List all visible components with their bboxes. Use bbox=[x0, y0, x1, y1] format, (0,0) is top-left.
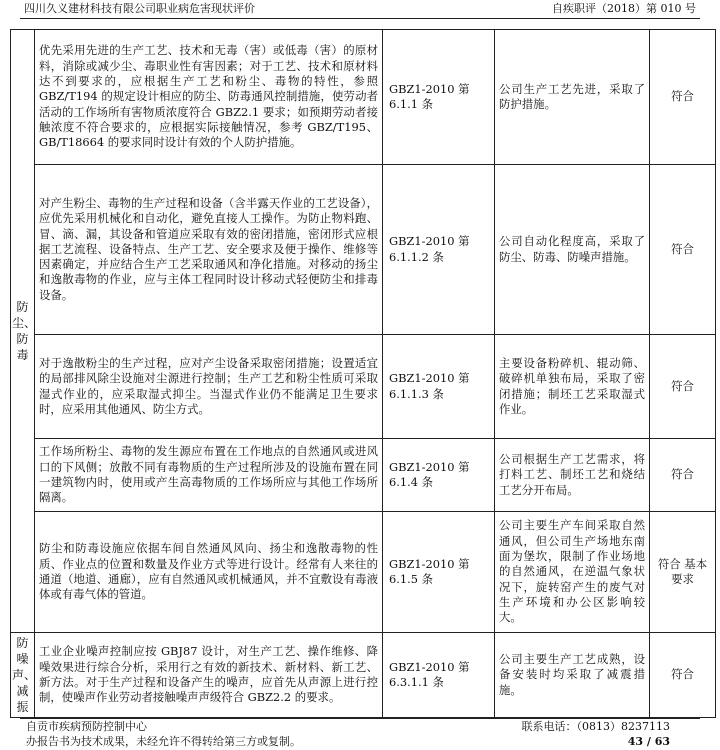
evaluation-cell: 公司根据生产工艺需求，将打料工艺、制坯工艺和烧结工艺分开布局。 bbox=[495, 439, 650, 512]
page-header bbox=[20, 0, 700, 19]
table-row bbox=[11, 165, 716, 335]
category-cell: 防尘、防毒 bbox=[11, 30, 35, 633]
header-report-title: 四川久义建材科技有限公司职业病危害现状评价 bbox=[24, 2, 255, 15]
standard-code-cell: GBZ1-2010 第 6.1.5 条 bbox=[383, 512, 495, 633]
table-row bbox=[11, 512, 716, 633]
requirement-cell: 工作场所粉尘、毒物的发生源应布置在工作地点的自然通风或进风口的下风侧；放散不同有毒物质的生产过程所涉及的设施布置在同一建筑物内时，使用或产生高毒物质的工作场所应与其他工作场所隔离。 bbox=[35, 439, 383, 512]
result-cell: 符合 bbox=[650, 439, 716, 512]
table-row bbox=[11, 633, 716, 718]
footer-organization: 自贡市疾病预防控制中心 bbox=[26, 720, 147, 733]
requirement-cell: 对产生粉尘、毒物的生产过程和设备（含半露天作业的工艺设备），应优先采用机械化和自动化，避免直接人工操作。为防止物料跑、冒、滴、漏，其设备和管道应采取有效的密闭措施，密闭形式应根据工艺流程、设备特点、生产工艺、安全要求及便于操作、维修等因素确定，并应结合生产工艺采取通风和净化措施。对移动的扬尘和逸散毒物的作业，应与主体工程同时设计移动式轻便防尘和排毒设备。 bbox=[35, 165, 383, 335]
evaluation-cell: 公司自动化程度高，采取了防尘、防毒、防噪声措施。 bbox=[495, 165, 650, 335]
requirement-cell: 防尘和防毒设施应依据车间自然通风风向、扬尘和逸散毒物的性质、作业点的位置和数量及作业方式等进行设计。经常有人来往的通道（地道、通廊），应有自然通风或机械通风，并不宜敷设有毒液体或有毒气体的管道。 bbox=[35, 512, 383, 633]
evaluation-cell: 主要设备粉碎机、辊动筛、破碎机单独布局，采取了密闭措施；制坯工艺采取湿式作业。 bbox=[495, 335, 650, 439]
result-cell: 符合 基本要求 bbox=[650, 512, 716, 633]
evaluation-cell: 公司生产工艺先进，采取了防护措施。 bbox=[495, 30, 650, 165]
table-row bbox=[11, 30, 716, 165]
header-report-number: 自疾职评（2018）第 010 号 bbox=[552, 2, 696, 15]
requirement-cell: 对于逸散粉尘的生产过程，应对产尘设备采取密闭措施；设置适宜的局部排风除尘设施对尘源进行控制；生产工艺和粉尘性质可采取湿式作业的，应采取湿式抑尘。当湿式作业仍不能满足卫生要求时，应采用其他通风、防尘方式。 bbox=[35, 335, 383, 439]
result-cell: 符合 bbox=[650, 335, 716, 439]
evaluation-cell: 公司主要生产工艺成熟，设备安装时均采取了减震措施。 bbox=[495, 633, 650, 718]
result-cell: 符合 bbox=[650, 165, 716, 335]
evaluation-table bbox=[10, 29, 716, 718]
footer-phone: 联系电话：（0813）8237113 bbox=[521, 720, 670, 733]
page-footer bbox=[20, 718, 700, 750]
standard-code-cell: GBZ1-2010 第 6.1.1.3 条 bbox=[383, 335, 495, 439]
standard-code-cell: GBZ1-2010 第 6.1.1.2 条 bbox=[383, 165, 495, 335]
table-row bbox=[11, 335, 716, 439]
requirement-cell: 优先采用先进的生产工艺、技术和无毒（害）或低毒（害）的原材料，消除或减少尘、毒职业性有害因素；对于工艺、技术和原材料达不到要求的，应根据生产工艺和粉尘、毒物的特性，参照 GBZ/T194 的规定设计相应的防尘、防毒通风控制措施，使劳动者活动的工作场所有害物质浓度符合 GBZ2.1 要求；如预期劳动者接触浓度不符合要求的，应根据实际接触情况，参考 GBZ/T195、GB/T18664 的要求同时设计有效的个人防护措施。 bbox=[35, 30, 383, 165]
footer-notice: 办报告书为技术成果，未经允许不得转给第三方或复制。 bbox=[26, 735, 301, 748]
standard-code-cell: GBZ1-2010 第 6.1.4 条 bbox=[383, 439, 495, 512]
result-cell: 符合 bbox=[650, 633, 716, 718]
standard-code-cell: GBZ1-2010 第 6.3.1.1 条 bbox=[383, 633, 495, 718]
table-row bbox=[11, 439, 716, 512]
result-cell: 符合 bbox=[650, 30, 716, 165]
category-cell: 防噪声、减振 bbox=[11, 633, 35, 718]
page-number: 43 / 63 bbox=[627, 735, 670, 748]
evaluation-cell: 公司主要生产车间采取自然通风，但公司生产场地东南面为堡坎，限制了作业场地的自然通风，在逆温气象状况下，旋转窑产生的废气对生产环境和办公区影响较大。 bbox=[495, 512, 650, 633]
standard-code-cell: GBZ1-2010 第 6.1.1 条 bbox=[383, 30, 495, 165]
requirement-cell: 工业企业噪声控制应按 GBJ87 设计，对生产工艺、操作维修、降噪效果进行综合分析，采用行之有效的新技术、新材料、新工艺、新方法。对于生产过程和设备产生的噪声，应首先从声源上进行控制，使噪声作业劳动者接触噪声声级符合 GBZ2.2 的要求。 bbox=[35, 633, 383, 718]
